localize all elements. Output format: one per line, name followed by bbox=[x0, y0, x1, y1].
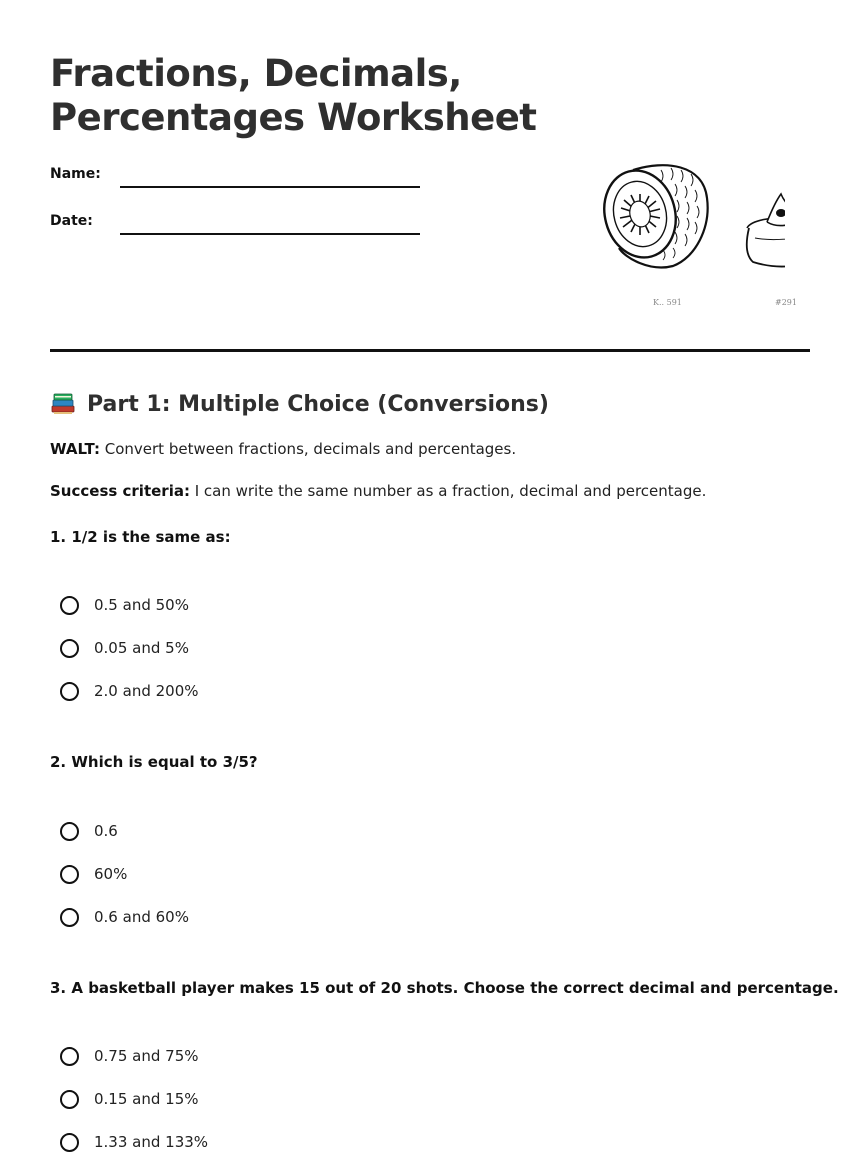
header-divider bbox=[50, 349, 810, 352]
success-text: I can write the same number as a fraction, decimal and percentage. bbox=[189, 482, 707, 500]
option-label: 0.05 and 5% bbox=[94, 639, 189, 657]
worksheet-title bbox=[50, 52, 570, 140]
radio-button[interactable] bbox=[60, 908, 79, 927]
walt-statement bbox=[50, 440, 516, 458]
question-3: 3. A basketball player makes 15 out of 20 shots. Choose the correct decimal and percentage. bbox=[50, 979, 839, 997]
name-label: Name: bbox=[50, 166, 101, 182]
option-label: 0.5 and 50% bbox=[94, 596, 189, 614]
part1-title: Part 1: Multiple Choice (Conversions) bbox=[87, 391, 549, 417]
option-label: 0.6 bbox=[94, 822, 118, 840]
q3-option-2[interactable] bbox=[60, 1087, 199, 1111]
radio-button[interactable] bbox=[60, 1047, 79, 1066]
question-1: 1. 1/2 is the same as: bbox=[50, 528, 231, 546]
option-label: 1.33 and 133% bbox=[94, 1133, 209, 1151]
radio-button[interactable] bbox=[60, 639, 79, 658]
q2-option-3[interactable] bbox=[60, 905, 189, 929]
name-field[interactable] bbox=[50, 166, 420, 190]
q2-option-2[interactable] bbox=[60, 862, 127, 886]
title-line-1: Fractions, Decimals, bbox=[50, 52, 462, 95]
part1-heading bbox=[50, 389, 549, 419]
title-line-2: Percentages Worksheet bbox=[50, 96, 537, 139]
kiwi-dessert-illustration bbox=[595, 158, 797, 318]
option-label: 0.75 and 75% bbox=[94, 1047, 199, 1065]
date-field[interactable] bbox=[50, 213, 420, 237]
radio-button[interactable] bbox=[60, 822, 79, 841]
success-label: Success criteria: bbox=[50, 482, 190, 500]
name-answer-line[interactable] bbox=[120, 186, 420, 188]
success-criteria bbox=[50, 482, 706, 500]
q1-option-2[interactable] bbox=[60, 636, 189, 660]
walt-text: Convert between fractions, decimals and percentages. bbox=[99, 440, 517, 458]
radio-button[interactable] bbox=[60, 865, 79, 884]
option-label: 0.6 and 60% bbox=[94, 908, 189, 926]
radio-button[interactable] bbox=[60, 1090, 79, 1109]
q3-option-1[interactable] bbox=[60, 1044, 199, 1068]
q1-option-3[interactable] bbox=[60, 679, 199, 703]
kiwi-fruit-icon bbox=[595, 158, 785, 298]
illustration-caption-left: K.. 591 bbox=[653, 298, 682, 307]
question-2: 2. Which is equal to 3/5? bbox=[50, 753, 258, 771]
option-label: 0.15 and 15% bbox=[94, 1090, 199, 1108]
q1-option-1[interactable] bbox=[60, 593, 189, 617]
radio-button[interactable] bbox=[60, 1133, 79, 1152]
q3-option-3[interactable] bbox=[60, 1130, 208, 1154]
illustration-caption-right: #291 bbox=[775, 298, 797, 307]
walt-label: WALT: bbox=[50, 440, 100, 458]
q2-option-1[interactable] bbox=[60, 819, 118, 843]
date-label: Date: bbox=[50, 213, 93, 229]
radio-button[interactable] bbox=[60, 682, 79, 701]
option-label: 2.0 and 200% bbox=[94, 682, 199, 700]
radio-button[interactable] bbox=[60, 596, 79, 615]
books-icon bbox=[50, 391, 76, 417]
date-answer-line[interactable] bbox=[120, 233, 420, 235]
option-label: 60% bbox=[94, 865, 128, 883]
